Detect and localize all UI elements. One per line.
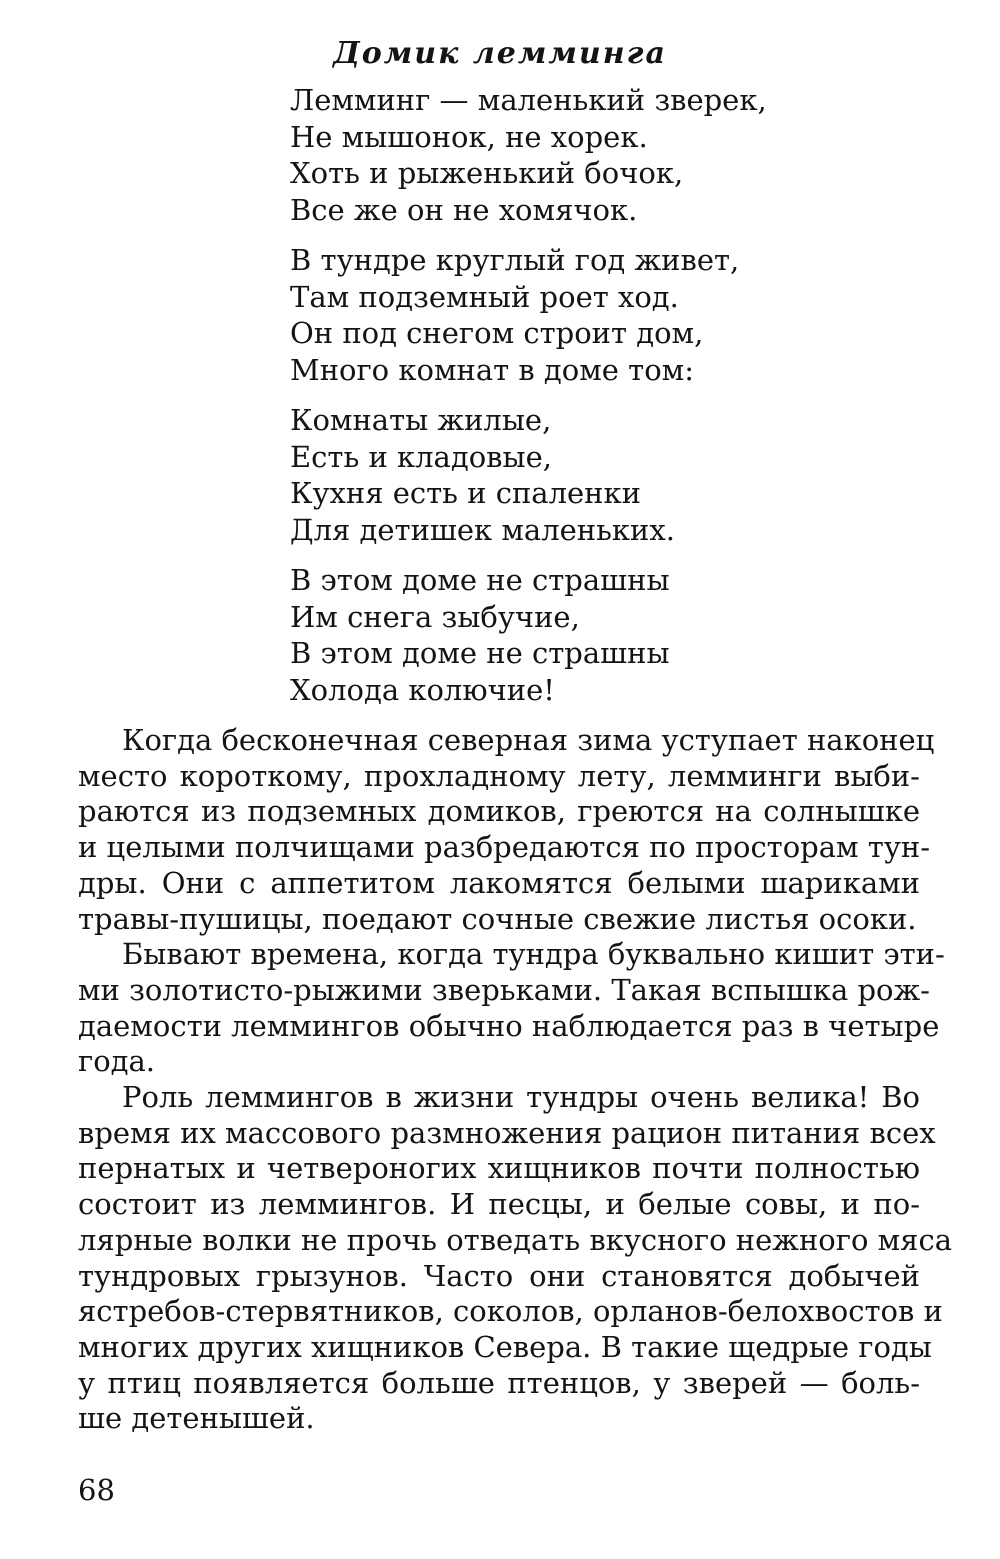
- text-line: Когда бесконечная северная зима уступает наконец: [122, 723, 935, 757]
- poem-stanza: [290, 402, 930, 548]
- poem-line: Комнаты жилые,: [290, 403, 552, 437]
- text-line: ястребов-стервятников, соколов, орланов-белохвостов и: [78, 1294, 943, 1329]
- poem-line: Хоть и рыженький бочок,: [290, 156, 684, 190]
- text-line: время их массового размножения рацион питания всех: [78, 1115, 936, 1150]
- text-line: тундровых грызунов. Часто они становятся добычей: [78, 1258, 920, 1293]
- poem-stanza: [290, 562, 930, 708]
- poem: [290, 82, 930, 722]
- text-line: многих других хищников Севера. В такие щедрые годы: [78, 1329, 932, 1364]
- text-line: ми золотисто-рыжими зверьками. Такая вспышка рож-: [78, 972, 930, 1007]
- poem-line: Не мышонок, не хорек.: [290, 119, 648, 154]
- poem-line: Им снега зыбучие,: [290, 599, 580, 634]
- paragraph: [78, 937, 945, 1080]
- poem-line: Все же он не хомячок.: [290, 192, 638, 227]
- paragraph: [78, 1080, 953, 1437]
- text-line: даемости леммингов обычно наблюдается раз в четыре: [78, 1008, 940, 1043]
- poem-line: Лемминг — маленький зверек,: [290, 83, 767, 117]
- poem-line: В тундре круглый год живет,: [290, 243, 740, 277]
- poem-title: Домик лемминга: [333, 36, 667, 71]
- text-line: лярные волки не прочь отведать вкусного нежного мяса: [78, 1222, 953, 1257]
- text-line: Роль леммингов в жизни тундры очень велика! Во: [122, 1080, 920, 1115]
- poem-line: Холода колючие!: [290, 672, 555, 707]
- text-line: место короткому, прохладному лету, лемминги выби-: [78, 758, 920, 793]
- text-line: ше детенышей.: [78, 1401, 315, 1436]
- poem-line: Там подземный роет ход.: [290, 279, 679, 314]
- text-line: Бывают времена, когда тундра буквально кишит эти-: [122, 937, 945, 972]
- text-line: травы-пушицы, поедают сочные свежие листья осоки.: [78, 901, 917, 936]
- text-line: года.: [78, 1044, 156, 1079]
- poem-stanza: [290, 82, 930, 228]
- poem-line: Для детишек маленьких.: [290, 512, 675, 547]
- poem-line: Кухня есть и спаленки: [290, 476, 641, 510]
- text-line: пернатых и четвероногих хищников почти полностью: [78, 1151, 920, 1186]
- paragraph: [78, 723, 935, 937]
- poem-line: Есть и кладовые,: [290, 439, 552, 474]
- poem-line: Много комнат в доме том:: [290, 352, 695, 387]
- text-line: у птиц появляется больше птенцов, у зверей — боль-: [78, 1365, 920, 1400]
- text-line: дры. Они с аппетитом лакомятся белыми шариками: [78, 865, 920, 900]
- prose-text: [78, 723, 953, 1437]
- poem-line: Он под снегом строит дом,: [290, 316, 704, 350]
- text-line: состоит из леммингов. И песцы, и белые совы, и по-: [78, 1187, 920, 1222]
- poem-stanza: [290, 242, 930, 388]
- poem-line: В этом доме не страшны: [290, 636, 670, 670]
- text-line: раются из подземных домиков, греются на солнышке: [78, 794, 920, 829]
- page-number: 68: [78, 1473, 115, 1507]
- text-line: и целыми полчищами разбредаются по просторам тун-: [78, 830, 931, 865]
- poem-line: В этом доме не страшны: [290, 563, 670, 597]
